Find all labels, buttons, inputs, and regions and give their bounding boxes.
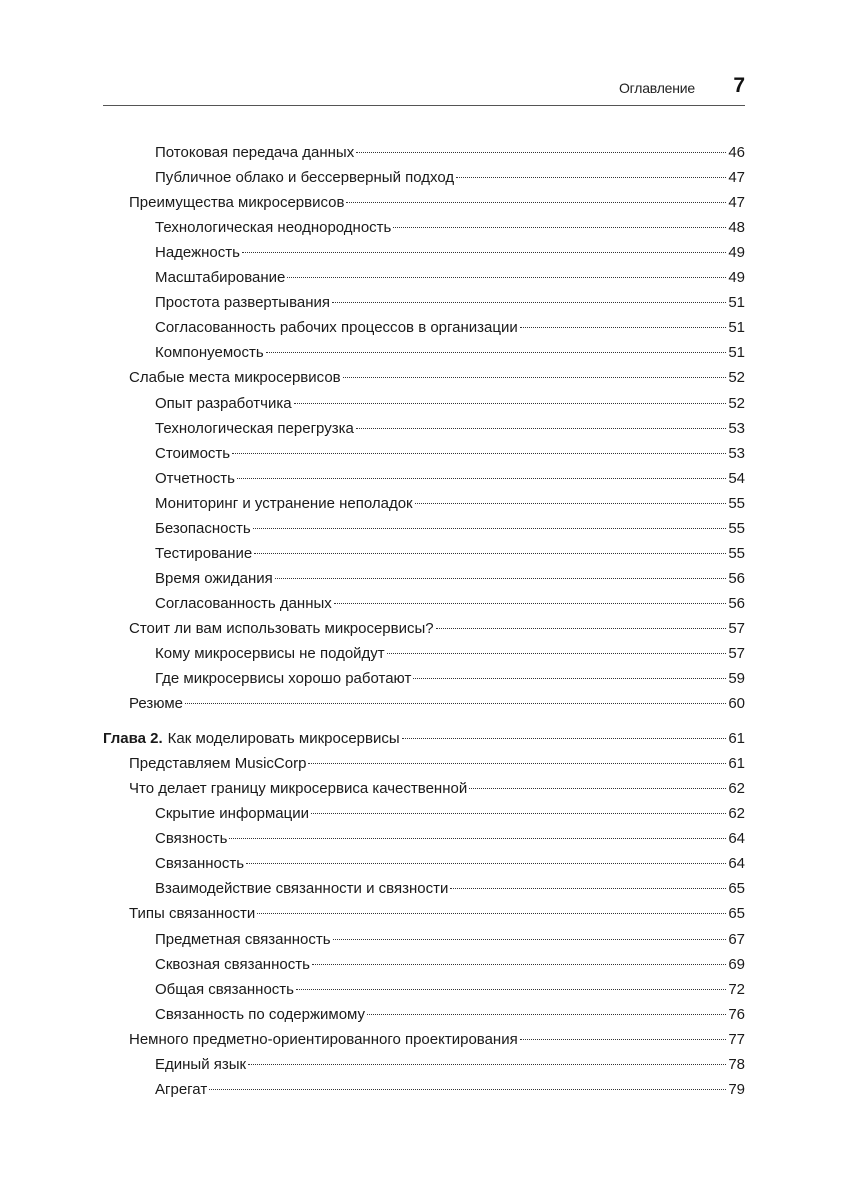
header-rule — [103, 105, 745, 106]
toc-entry — [155, 828, 745, 850]
toc-entry-title: Потоковая передача данных — [155, 144, 355, 161]
toc-entry — [155, 643, 745, 665]
toc-entry-page: 65 — [728, 905, 745, 922]
dot-leader — [520, 1039, 727, 1040]
toc-entry-title: Немного предметно-ориентированного проектирования — [129, 1031, 518, 1048]
toc-entry — [155, 217, 745, 239]
toc-entry-title: Публичное облако и бессерверный подход — [155, 169, 455, 186]
toc-entry-page: 53 — [728, 445, 745, 462]
toc-entry — [155, 979, 745, 1001]
toc-entry-page: 47 — [728, 194, 745, 211]
dot-leader — [308, 763, 726, 764]
toc-entry-title: Типы связанности — [129, 905, 256, 922]
toc-entry-page: 55 — [728, 495, 745, 512]
toc-entry — [155, 242, 745, 264]
dot-leader — [185, 703, 726, 704]
running-head-title: Оглавление — [618, 80, 695, 96]
toc-entry-title: Как моделировать микросервисы — [167, 730, 400, 747]
dot-leader — [343, 377, 727, 378]
toc-entry — [129, 778, 745, 800]
toc-entry — [155, 342, 745, 364]
dot-leader — [450, 888, 726, 889]
dot-leader — [294, 403, 727, 404]
toc-entry-title: Кому микросервисы не подойдут — [155, 645, 385, 662]
toc-entry — [129, 367, 745, 389]
toc-entry-title: Стоит ли вам использовать микросервисы? — [129, 620, 434, 637]
dot-leader — [312, 964, 726, 965]
dot-leader — [387, 653, 727, 654]
toc-entry-title: Безопасность — [155, 520, 251, 537]
dot-leader — [356, 428, 726, 429]
dot-leader — [229, 838, 726, 839]
toc-entry — [155, 543, 745, 565]
toc-entry-title: Преимущества микросервисов — [129, 194, 345, 211]
page-number: 7 — [733, 74, 745, 97]
toc-entry-title: Время ожидания — [155, 570, 273, 587]
toc-entry-page: 48 — [728, 219, 745, 236]
toc-entry-title: Опыт разработчика — [155, 395, 292, 412]
toc-entry — [155, 1004, 745, 1026]
toc-entry-page: 62 — [728, 780, 745, 797]
dot-leader — [237, 478, 726, 479]
toc-entry — [155, 142, 745, 164]
toc-entry — [155, 1054, 745, 1076]
toc-entry-page: 51 — [728, 344, 745, 361]
toc-entry — [129, 1029, 745, 1051]
toc-entry-title: Стоимость — [155, 445, 231, 462]
toc-entry-title: Технологическая перегрузка — [155, 420, 354, 437]
toc-entry-page: 77 — [728, 1031, 745, 1048]
dot-leader — [346, 202, 726, 203]
toc-entry-title: Тестирование — [155, 545, 253, 562]
toc-entry-title: Надежность — [155, 244, 240, 261]
toc-entry-title: Масштабирование — [155, 269, 286, 286]
dot-leader — [413, 678, 726, 679]
toc-entry-page: 59 — [728, 670, 745, 687]
toc-entry-title: Слабые места микросервисов — [129, 369, 341, 386]
toc-entry — [129, 618, 745, 640]
toc-entry — [129, 192, 745, 214]
toc-entry-title: Что делает границу микросервиса качественной — [129, 780, 468, 797]
dot-leader — [334, 603, 727, 604]
dot-leader — [257, 913, 726, 914]
dot-leader — [232, 453, 726, 454]
dot-leader — [253, 528, 727, 529]
toc-entry-title: Компонуемость — [155, 344, 264, 361]
dot-leader — [356, 152, 726, 153]
toc-entry-page: 64 — [728, 855, 745, 872]
dot-leader — [242, 252, 726, 253]
toc-entry-page: 53 — [728, 420, 745, 437]
toc-entry-title: Резюме — [129, 695, 183, 712]
dot-leader — [415, 503, 727, 504]
dot-leader — [296, 989, 726, 990]
toc-entry — [155, 317, 745, 339]
dot-leader — [367, 1014, 726, 1015]
dot-leader — [287, 277, 726, 278]
toc-entry-page: 46 — [728, 144, 745, 161]
toc-entry — [155, 803, 745, 825]
toc-entry-title: Связанность — [155, 855, 245, 872]
toc-entry-page: 52 — [728, 369, 745, 386]
running-head — [103, 74, 745, 104]
toc-entry — [155, 393, 745, 415]
toc-entry-page: 49 — [728, 244, 745, 261]
toc-entry — [155, 668, 745, 690]
toc-entry-title: Связанность по содержимому — [155, 1006, 366, 1023]
dot-leader — [333, 939, 727, 940]
toc-entry-title: Простота развертывания — [155, 294, 331, 311]
toc-entry-title: Связность — [155, 830, 228, 847]
toc-entry-page: 61 — [728, 755, 745, 772]
toc-entry-page: 79 — [728, 1081, 745, 1098]
toc-entry — [129, 903, 745, 925]
toc-chapter — [103, 728, 745, 750]
toc-entry — [155, 292, 745, 314]
dot-leader — [248, 1064, 726, 1065]
toc-entry-title: Общая связанность — [155, 981, 294, 998]
toc-entry-page: 57 — [728, 620, 745, 637]
toc-entry-page: 72 — [728, 981, 745, 998]
toc-entry — [155, 493, 745, 515]
toc-entry — [155, 1079, 745, 1101]
toc-entry-page: 64 — [728, 830, 745, 847]
dot-leader — [456, 177, 726, 178]
toc-entry-title: Единый язык — [155, 1056, 247, 1073]
dot-leader — [209, 1089, 726, 1090]
toc-entry — [155, 954, 745, 976]
toc-entry — [155, 929, 745, 951]
toc-entry-page: 69 — [728, 956, 745, 973]
toc-entry-page: 62 — [728, 805, 745, 822]
dot-leader — [436, 628, 727, 629]
dot-leader — [254, 553, 726, 554]
toc-entry-page: 55 — [728, 545, 745, 562]
toc-entry — [155, 518, 745, 540]
toc-entry-page: 55 — [728, 520, 745, 537]
toc-entry-title: Представляем MusicCorp — [129, 755, 307, 772]
toc-entry — [155, 568, 745, 590]
toc-entry — [129, 693, 745, 715]
toc-entry-title: Мониторинг и устранение неполадок — [155, 495, 413, 512]
toc-entry-page: 54 — [728, 470, 745, 487]
toc-entry-page: 57 — [728, 645, 745, 662]
toc-entry — [155, 593, 745, 615]
toc-entry-page: 56 — [728, 570, 745, 587]
dot-leader — [311, 813, 726, 814]
toc-entry-title: Взаимодействие связанности и связности — [155, 880, 449, 897]
toc-entry-page: 47 — [728, 169, 745, 186]
dot-leader — [402, 738, 727, 739]
toc-entry-title: Предметная связанность — [155, 931, 331, 948]
toc-entry-page: 61 — [728, 730, 745, 747]
toc-entry-title: Согласованность данных — [155, 595, 332, 612]
dot-leader — [275, 578, 727, 579]
toc-entry-title: Агрегат — [155, 1081, 208, 1098]
toc-entry-page: 51 — [728, 319, 745, 336]
toc-entry-title: Отчетность — [155, 470, 235, 487]
dot-leader — [332, 302, 726, 303]
toc-entry-title: Сквозная связанность — [155, 956, 310, 973]
dot-leader — [393, 227, 726, 228]
dot-leader — [469, 788, 726, 789]
toc-entry-page: 52 — [728, 395, 745, 412]
toc-entry — [155, 443, 745, 465]
toc-entry-page: 76 — [728, 1006, 745, 1023]
toc-entry-page: 65 — [728, 880, 745, 897]
toc-entry-page: 51 — [728, 294, 745, 311]
toc-entry — [155, 418, 745, 440]
toc-entry — [155, 853, 745, 875]
toc-entry — [155, 468, 745, 490]
toc-entry — [129, 753, 745, 775]
toc-entry — [155, 267, 745, 289]
toc-entry-title: Согласованность рабочих процессов в организации — [155, 319, 518, 336]
toc-entry-title: Технологическая неоднородность — [155, 219, 392, 236]
toc-entry-page: 78 — [728, 1056, 745, 1073]
toc-entry-page: 67 — [728, 931, 745, 948]
dot-leader — [266, 352, 727, 353]
toc-entry-title: Где микросервисы хорошо работают — [155, 670, 412, 687]
toc-entry-title: Скрытие информации — [155, 805, 309, 822]
toc-entry-page: 49 — [728, 269, 745, 286]
toc-chapter-number: Глава 2. — [103, 730, 163, 747]
toc-entry — [155, 167, 745, 189]
toc-entry — [155, 878, 745, 900]
dot-leader — [246, 863, 726, 864]
toc-entry-page: 60 — [728, 695, 745, 712]
toc-entry-page: 56 — [728, 595, 745, 612]
dot-leader — [520, 327, 727, 328]
